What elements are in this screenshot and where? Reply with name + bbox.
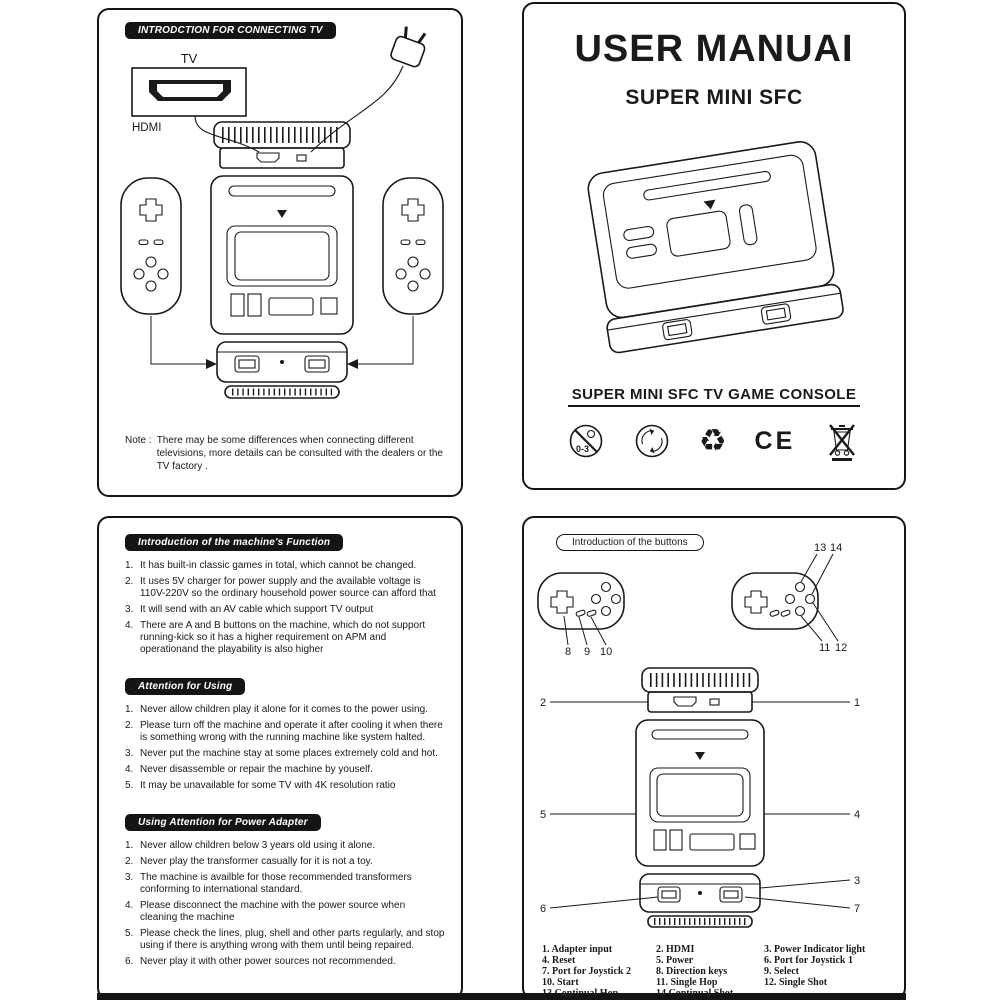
dpad-icon — [745, 591, 767, 613]
legend-item: 1. Adapter input — [542, 944, 613, 955]
item-text: Never disassemble or repair the machine by youself. — [140, 764, 373, 775]
weee-bin-icon — [823, 420, 861, 462]
callout-10: 10 — [600, 646, 613, 658]
callout-11: 11 — [819, 642, 831, 654]
legend-item: 12. Single Shot — [764, 977, 828, 988]
item-text: It uses 5V charger for power supply and the available voltage is 110V-220V so the ordinary household power source can afford that — [140, 576, 436, 599]
adapter-input-icon — [710, 699, 719, 705]
list-item — [125, 840, 445, 852]
section-header-functions: Introduction of the machine's Function — [125, 534, 343, 551]
power-adapter-list — [125, 840, 445, 968]
item-text: The machine is availble for those recommended transformers conforming to international standard. — [140, 872, 412, 895]
list-item — [125, 620, 445, 656]
list-item — [125, 764, 445, 776]
list-item — [125, 856, 445, 868]
manual-title: USER MANUAI — [574, 28, 854, 70]
section-header-connecting-tv: INTRODCTION FOR CONNECTING TV — [125, 22, 336, 39]
age-restriction-icon — [567, 422, 605, 460]
item-text: Please disconnect the machine with the power source when cleaning the machine — [140, 900, 406, 923]
controller-callouts — [564, 542, 847, 658]
joystick-port-2-icon — [720, 887, 742, 902]
callout-3: 3 — [854, 875, 861, 887]
functions-list — [125, 560, 445, 656]
item-text: It may be unavailable for some TV with 4K resolution ratio — [140, 780, 396, 791]
hdmi-port-icon — [674, 697, 696, 706]
item-number: 4. — [125, 764, 134, 775]
legend-item: 7. Port for Joystick 2 — [542, 966, 631, 977]
item-number: 1. — [125, 704, 134, 715]
callout-8: 8 — [565, 646, 572, 658]
joystick-port-1-icon — [662, 319, 692, 340]
caption-wrap — [524, 386, 904, 407]
console-front-view — [217, 342, 347, 398]
ce-mark-icon: CE — [754, 426, 796, 455]
dpad-icon — [551, 591, 573, 613]
item-text: It will send with an AV cable which support TV output — [140, 604, 374, 615]
single-hop-button-icon — [796, 607, 805, 616]
callout-12: 12 — [835, 642, 848, 654]
age-label: 0-3 — [575, 444, 589, 454]
section-header-buttons: Introduction of the buttons — [556, 534, 704, 551]
legend-item: 2. HDMI — [656, 944, 695, 955]
callout-6: 6 — [540, 903, 547, 915]
continual-shot-button-icon — [806, 595, 815, 604]
list-item — [125, 720, 445, 744]
list-item — [125, 900, 445, 924]
note-label: Note : — [125, 435, 152, 446]
callout-7: 7 — [854, 903, 861, 915]
controller-left-icon — [121, 178, 181, 314]
certification-icons — [524, 418, 904, 464]
list-item — [125, 704, 445, 716]
panel-cover — [522, 2, 906, 490]
list-item — [125, 872, 445, 896]
legend-item: 5. Power — [656, 955, 694, 966]
hdmi-port-icon — [257, 153, 279, 162]
console-top-view — [211, 176, 353, 334]
reset-button-icon — [670, 830, 682, 850]
console-top-view — [636, 720, 764, 866]
controller-left-icon — [538, 573, 624, 629]
item-text: It has built-in classic games in total, which cannot be changed. — [140, 560, 417, 571]
select-button-icon — [576, 610, 586, 617]
manual-subtitle: SUPER MINI SFC — [625, 86, 803, 109]
item-text: Please check the lines, plug, shell and other parts regularly, and stop using if there is anything wrong with them until being repaired. — [140, 928, 445, 951]
list-item — [125, 560, 445, 572]
legend-item: 11. Single Hop — [656, 977, 718, 988]
legend-item: 10. Start — [542, 977, 579, 988]
power-switch-icon — [623, 226, 654, 242]
console-front-view — [640, 874, 760, 927]
list-item — [125, 604, 445, 616]
legend-item: 3. Power Indicator light — [764, 944, 866, 955]
single-shot-button-icon — [786, 595, 795, 604]
item-text: There are A and B buttons on the machine, which do not support running-kick so it has a higher requirement on APM and operationand the playability is also higher — [140, 620, 426, 655]
power-indicator-icon — [698, 891, 702, 895]
start-button-icon — [587, 610, 597, 617]
buttons-legend — [542, 944, 900, 999]
console-illustration — [524, 116, 908, 382]
panel-functions — [97, 516, 463, 1000]
item-number: 5. — [125, 928, 134, 939]
section-header-power-adapter: Using Attention for Power Adapter — [125, 814, 321, 831]
item-text: Never play it with other power sources not recommended. — [140, 956, 396, 967]
panel-connecting-tv — [97, 8, 463, 497]
item-text: Never allow children below 3 years old using it alone. — [140, 840, 376, 851]
callout-13: 13 — [814, 542, 827, 554]
page-bottom-edge — [97, 993, 906, 1000]
console-back-view — [642, 668, 758, 712]
joystick-port-1-icon — [658, 887, 680, 902]
attention-list — [125, 704, 445, 792]
list-item — [125, 748, 445, 760]
section-header-attention: Attention for Using — [125, 678, 245, 695]
legend-item: 6. Port for Joystick 1 — [764, 955, 853, 966]
list-item — [125, 928, 445, 952]
legend-item: 4. Reset — [542, 955, 576, 966]
recycle-arrows-circle-icon — [633, 422, 671, 460]
recycling-symbol-icon: ♻ — [698, 423, 727, 459]
tv-label: TV — [180, 51, 198, 66]
callout-1: 1 — [854, 697, 861, 709]
power-plug-icon — [390, 25, 430, 68]
note-text: There may be some differences when connecting different televisions, more details can be consulted with the dealers or the TV factory . — [156, 435, 443, 472]
legend-item: 8. Direction keys — [656, 966, 728, 977]
list-item — [125, 576, 445, 600]
legend-item: 9. Select — [764, 966, 799, 977]
callout-5: 5 — [540, 809, 547, 821]
note — [125, 434, 449, 473]
hdmi-label: HDMI — [132, 122, 162, 134]
reset-button-icon — [626, 243, 657, 259]
item-number: 2. — [125, 856, 134, 867]
console-back-view — [214, 122, 350, 168]
item-number: 4. — [125, 900, 134, 911]
item-number: 4. — [125, 620, 134, 631]
list-item — [125, 780, 445, 792]
item-text: Never allow children play it alone for it comes to the power using. — [140, 704, 428, 715]
dpad-icon — [140, 199, 162, 221]
joystick-port-2-icon — [761, 303, 791, 324]
power-port-icon — [297, 155, 306, 161]
item-number: 1. — [125, 840, 134, 851]
item-number: 2. — [125, 720, 134, 731]
controller-right-icon — [383, 178, 443, 314]
item-text: Never put the machine stay at some places extremely cold and hot. — [140, 748, 438, 759]
buttons-diagram — [524, 518, 904, 942]
item-number: 1. — [125, 560, 134, 571]
item-number: 2. — [125, 576, 134, 587]
panel-buttons — [522, 516, 906, 1000]
item-number: 3. — [125, 748, 134, 759]
callout-14: 14 — [830, 542, 843, 554]
power-switch-icon — [654, 830, 666, 850]
console-caption: SUPER MINI SFC TV GAME CONSOLE — [568, 386, 861, 407]
list-item — [125, 956, 445, 968]
item-number: 3. — [125, 872, 134, 883]
callout-9: 9 — [584, 646, 591, 658]
callout-2: 2 — [540, 697, 547, 709]
item-text: Please turn off the machine and operate it after cooling it when there is something wrong with the running machine like system halted. — [140, 720, 443, 743]
callout-4: 4 — [854, 809, 861, 821]
continual-hop-button-icon — [796, 583, 805, 592]
connecting-tv-diagram — [99, 10, 465, 430]
item-text: Never play the transformer casually for it is not a toy. — [140, 856, 373, 867]
item-number: 3. — [125, 604, 134, 615]
item-number: 5. — [125, 780, 134, 791]
dpad-icon — [402, 199, 424, 221]
item-number: 6. — [125, 956, 134, 967]
